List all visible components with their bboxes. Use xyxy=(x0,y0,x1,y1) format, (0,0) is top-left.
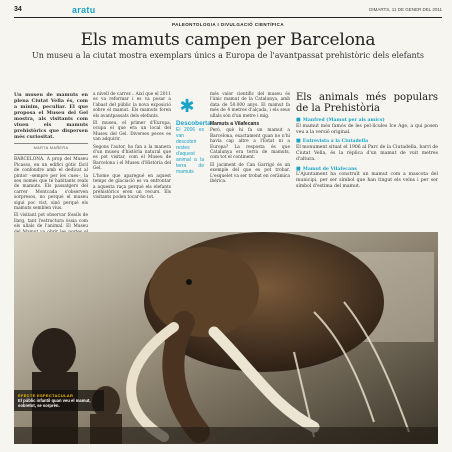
callout-column xyxy=(176,92,211,222)
sidebar-item-text: L'Ajuntament ha construït un mamut com a mascota del municipi, per ser símbol que han tingut els veïns i per ser símbol d'estima del mamut. xyxy=(296,172,438,189)
callout-title: Descoberta xyxy=(176,120,211,127)
sidebar-item-heading: Mamut de Vilafecans xyxy=(302,166,358,172)
mammoth-photo xyxy=(14,232,438,444)
body-paragraph: El museu, el primer d'Europa, ocupa el que era un local del Museu del Gel. Diverses peces es van adquirir. xyxy=(93,121,171,143)
mammoth-illustration xyxy=(14,232,438,444)
sidebar-item xyxy=(296,118,438,135)
sidebar-item-heading: Entrevista a la Ciutadella xyxy=(302,139,369,145)
page-header xyxy=(14,6,442,18)
caption-label: EFECTE ESPECTACULAR xyxy=(18,393,74,398)
byline-rule xyxy=(14,154,88,155)
sidebar-title: Els animals més populars de la Prehistòria xyxy=(296,92,438,114)
page-number: 34 xyxy=(14,6,22,13)
article-kicker: PALEONTOLOGIA I DIVULGACIÓ CIENTÍFICA xyxy=(172,22,284,27)
byline-rule xyxy=(14,143,88,144)
bullet-icon: ■ xyxy=(296,117,301,123)
sidebar-item-text: El monument situat el 1906 al Parc de la Ciutadella, barri de Ciutat Vella, és la rèplica d'un mamut de vuit metres d'altura. xyxy=(296,145,438,162)
photo-caption xyxy=(14,390,104,411)
text-column-4 xyxy=(210,92,290,222)
article-byline: MARTA MAÑERA xyxy=(33,146,69,150)
article-lead: Un museu de mamuts en plena Ciutat Vella és, com a mínim, peculiar. El que proposa el Museu del Gel mostra, als visitants com viuen els mamuts prehistòrics que dispersen més curiositat. xyxy=(14,92,88,140)
caption-text: El públic infantil quan veu el mamut, sobretot, se sorprèn. xyxy=(18,398,91,409)
callout-text: El 2006 es van descobrir restes d'aquest animal a la terra de mamuts xyxy=(176,127,204,175)
sidebar-item xyxy=(296,167,438,190)
body-paragraph: més valor científic del museu és l'únic mamut de la Catalunya, amb data de 50.000 anys. El mamut fa més de 4 metres d'alçada, i els seus ullals són d'un metre i mig. xyxy=(210,92,290,119)
sidebar-item xyxy=(296,139,438,162)
section-subtitle: Mamuts a Vilafecans xyxy=(210,121,260,128)
section-label: aratu xyxy=(72,5,96,15)
body-paragraph: El visitant pot observar fòssils de llarg, tant l'estructura òssia com els ullals de l'animal. El Museu xyxy=(14,213,88,230)
article-body xyxy=(14,92,438,452)
article-headline: Els mamuts campen per Barcelona xyxy=(80,30,376,50)
bullet-icon: ■ xyxy=(296,165,301,172)
sidebar-item-text: El mamut més famós de les pel·lícules Ice Age, a qui posen veu a la versió original. xyxy=(296,123,438,135)
sidebar-item-heading: Manfred (Mamut per als amics) xyxy=(302,118,385,123)
body-paragraph: a nivell de carrer... Així que el 2011 es va reformar i es va posar a l'abast del públic la nova exposició sobre el mamut. Els mamuts foren els avantpassats dels elefants. xyxy=(93,92,171,119)
body-paragraph: Segons l'autor, ho fan a la manera d'un museu d'història natural que es pot visitar, com el Museu de Barcelona i el Museu d'Història del Gel. xyxy=(93,144,171,172)
article-subhead: Un museu a la ciutat mostra exemplars únics a Europa de l'avantpassat prehistòric dels elefants xyxy=(32,51,424,60)
text-column-2 xyxy=(93,92,171,222)
star-icon: ✱ xyxy=(179,96,195,117)
body-paragraph: BARCELONA. A prop del Museu Picasso, en un edifici gòtic fàcil de confondre amb el dedicat al pintor –sempre per les cues–, la seu només que té habitants reals de mamuts. Els passatgers del carrer Montcada s'observen sorpresos, no perquè el museu sigui poc vist, sinó perquè els mamuts semblen vius. xyxy=(14,157,88,212)
issue-date: DIMARTS, 11 DE GENER DEL 2011 xyxy=(369,7,442,12)
body-paragraph: L'home que aparegué en aquest temps de glaciació es va enfrontar a aquesta raça perquè els elefants prehistòrics eren un recurs. Els visitants poden tocar-ho tot. xyxy=(93,173,171,201)
bullet-icon: ■ xyxy=(296,138,301,145)
body-paragraph: El jaciment de Can Garrigó és un exemple del que es pot trobar. L'esquelet va ser trobat en ceràmica ibèrica. xyxy=(210,162,290,185)
body-paragraph: Però, què hi fa un mamut a Barcelona, exactament quan no n'hi havia cap altre a l'Estat ni a Europa? La resposta és que Catalunya era terra de mamuts, com tot el continent. xyxy=(210,128,290,161)
